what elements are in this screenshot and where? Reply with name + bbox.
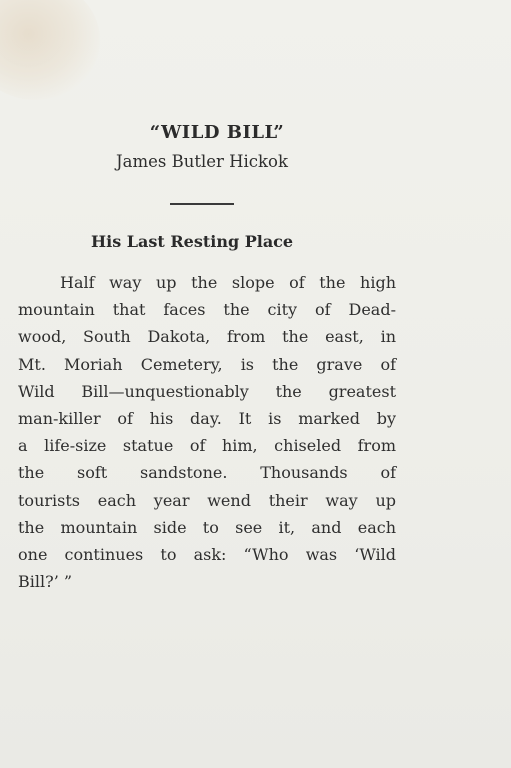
paragraph-line: Bill?’ ” (18, 572, 73, 592)
paragraph-line: Wild Bill—unquestionably the greatest (18, 381, 396, 401)
body-paragraph (18, 269, 396, 595)
paragraph-line: man-killer of his day. It is marked by (18, 409, 396, 429)
paragraph-line: mountain that faces the city of Dead- (18, 300, 396, 320)
paragraph-line: Half way up the slope of the high (60, 273, 396, 292)
paragraph-line: the soft sandstone. Thousands of (18, 463, 396, 483)
page-subtitle: James Butler Hickok (116, 152, 288, 171)
page-title: “WILD BILL” (149, 122, 285, 143)
paragraph-line: wood, South Dakota, from the east, in (18, 327, 396, 347)
paragraph-line: one continues to ask: “Who was ‘Wild (18, 545, 396, 565)
paragraph-line: the mountain side to see it, and each (18, 517, 396, 537)
divider-rule (170, 203, 234, 205)
paragraph-line: a life-size statue of him, chiseled from (18, 436, 396, 456)
paragraph-line: Mt. Moriah Cemetery, is the grave of (18, 354, 396, 374)
section-heading: His Last Resting Place (91, 232, 294, 251)
paragraph-line: tourists each year wend their way up (18, 490, 396, 510)
paper-stain (0, 0, 100, 100)
